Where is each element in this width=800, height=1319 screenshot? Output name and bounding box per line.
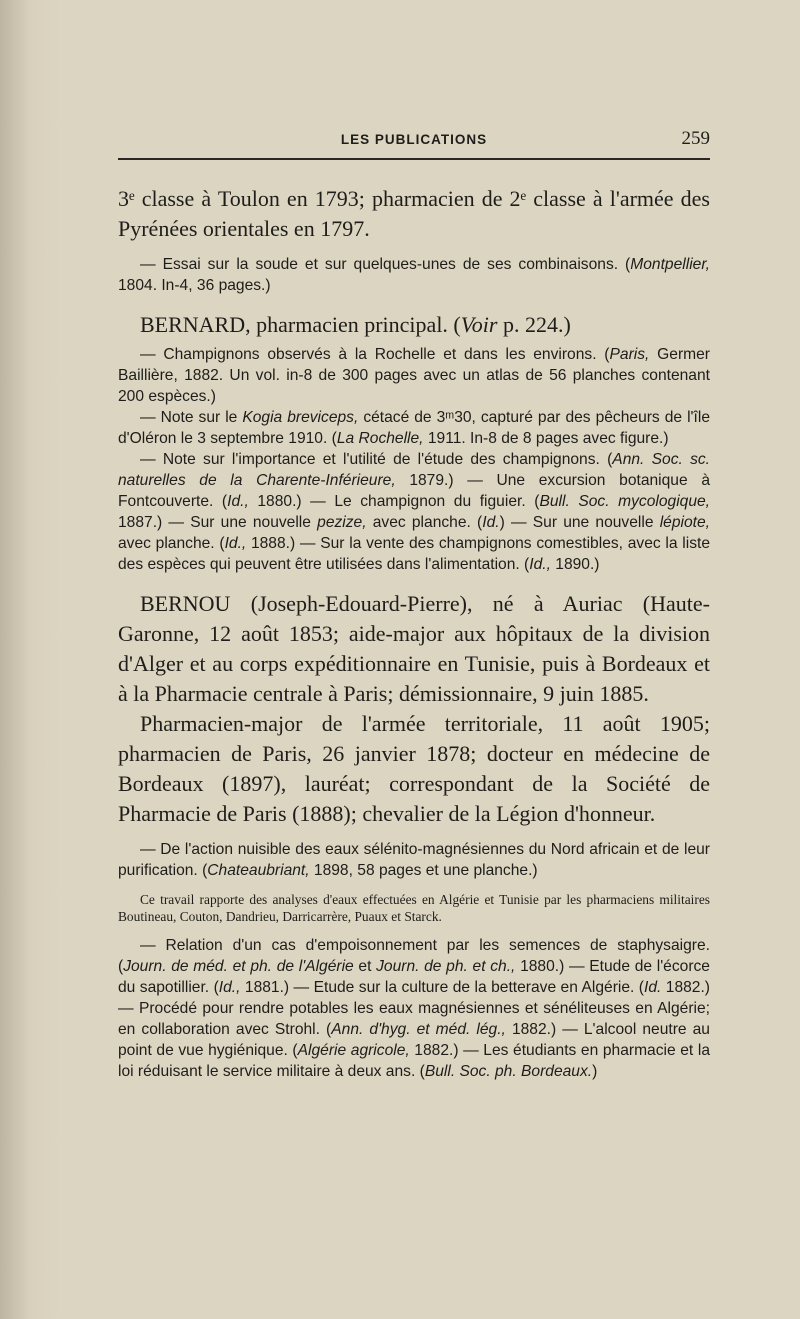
running-head-title: LES PUBLICATIONS (340, 132, 488, 147)
entry-essai-soude: — Essai sur la soude et sur quelques-unes de ses combinaisons. (Montpellier, 1804. In-4, 36 pages.) (118, 256, 710, 294)
header-rule (118, 158, 710, 160)
bernard-heading: BERNARD, pharmacien principal. (Voir p. 224.) (140, 312, 571, 337)
page-body (118, 184, 710, 1082)
bernard-entry-champignons: — Champignons observés à la Rochelle et dans les environs. (Paris, Germer Baillière, 1882. Un vol. in-8 de 300 pages avec un atlas de 56 planches contenant 200 espèces.) (118, 346, 710, 405)
bernou-footnote: Ce travail rapporte des analyses d'eaux effectuées en Algérie et Tunisie par les pharmaciens militaires Boutineau, Couton, Dandrieu, Darricarrère, Puaux et Starck. (118, 892, 710, 924)
bernard-entry-kogia: — Note sur le Kogia breviceps, cétacé de 3ᵐ30, capturé par des pêcheurs de l'île d'Oléron le 3 septembre 1910. (La Rochelle, 1911. In-8 de 8 pages avec figure.) (118, 409, 710, 447)
paragraph-continuation: 3ᵉ classe à Toulon en 1793; pharmacien de 2ᵉ classe à l'armée des Pyrénées orientales en 1797. (118, 186, 710, 241)
bernou-career: Pharmacien-major de l'armée territoriale, 11 août 1905; pharmacien de Paris, 26 janvier 1878; docteur en médecine de Bordeaux (1897), lauréat; correspondant de la Société de Pharmacie de Paris (1888); chevalier de la Légion d'honneur. (118, 711, 710, 826)
bernard-entry-importance: — Note sur l'importance et l'utilité de l'étude des champignons. (Ann. Soc. sc. naturelles de la Charente-Inférieure, 1879.) — Une excursion botanique à Fontcouverte. (Id., 1880.) — Le champignon du figuier. (Bull. Soc. mycologique, 1887.) — Sur une nouvelle pezize, avec planche. (Id.) — Sur une nouvelle lépiote, avec planche. (Id., 1888.) — Sur la vente des champignons comestibles, avec la liste des espèces qui peuvent être utilisées dans l'alimentation. (Id., 1890.) (118, 451, 711, 573)
bernou-biography: BERNOU (Joseph-Edouard-Pierre), né à Auriac (Haute-Garonne, 12 août 1853; aide-major aux hôpitaux de la division d'Alger et au corps expéditionnaire en Tunisie, puis à Bordeaux et à la Pharmacie centrale à Paris; démissionnaire, 9 juin 1885. (118, 591, 710, 706)
running-head (118, 128, 710, 158)
bernou-entry-staphysaigre: — Relation d'un cas d'empoisonnement par les semences de staphysaigre. (Journ. de méd. et ph. de l'Algérie et Journ. de ph. et ch., 1880.) — Etude de l'écorce du sapotillier. (Id., 1881.) — Etude sur la culture de la betterave en Algérie. (Id. 1882.) — Procédé pour rendre potables les eaux magnésiennes et sénéliteuses en Algérie; en collaboration avec Strohl. (Ann. d'hyg. et méd. lég., 1882.) — L'alcool neutre au point de vue hygiénique. (Algérie agricole, 1882.) — Les étudiants en pharmacie et la loi réduisant le service militaire à deux ans. (Bull. Soc. ph. Bordeaux.) (118, 937, 711, 1080)
bernou-entry-eaux: — De l'action nuisible des eaux sélénito-magnésiennes du Nord africain et de leur purification. (Chateaubriant, 1898, 58 pages et une planche.) (118, 841, 710, 879)
page-number: 259 (681, 128, 710, 149)
